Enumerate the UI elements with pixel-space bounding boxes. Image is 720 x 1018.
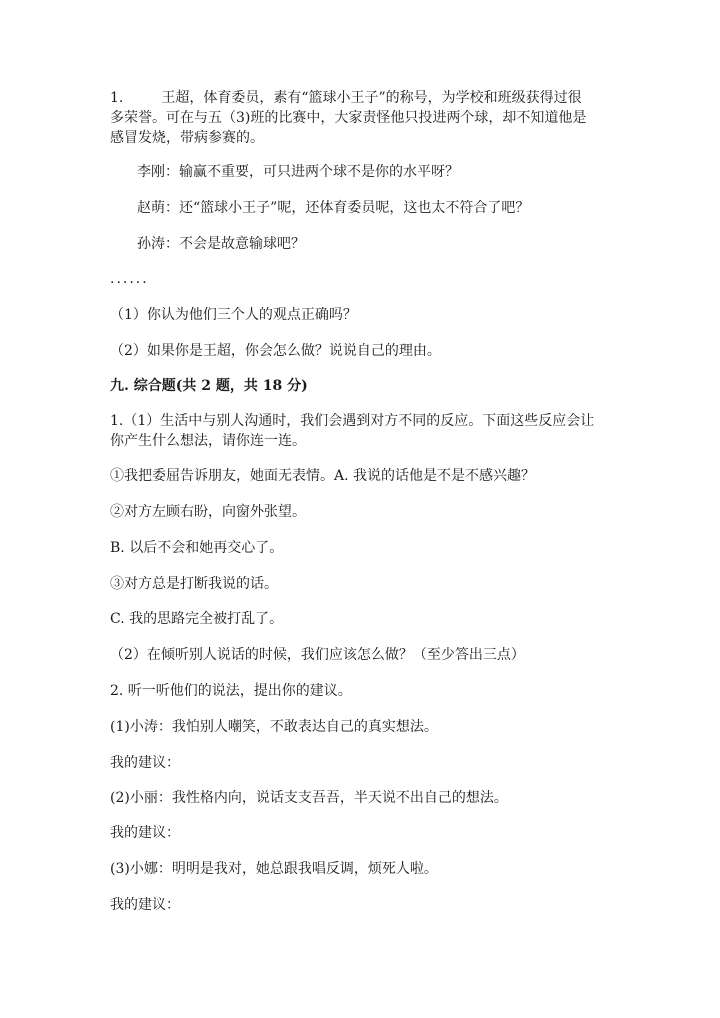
question-1-line-2: 多荣誉。可在与五（3)班的比赛中，大家责怪他只投进两个球，却不知道他是 [110,110,587,126]
match-item-1: ①我把委屈告诉朋友，她面无表情。A. 我说的话他是不是不感兴趣？ [110,468,536,484]
prompt-xiao-li: (2)小丽：我性格内向，说话支支吾吾，半天说不出自己的想法。 [110,790,508,806]
s9-question-1-line-2: 你产生什么想法，请你连一连。 [110,433,306,449]
answer-label-1: 我的建议： [110,755,180,771]
answer-label-3: 我的建议： [110,897,180,913]
match-item-3: ③对方总是打断我说的话。 [110,576,278,592]
question-1-text: 王超，体育委员，素有“篮球小王子”的称号，为学校和班级获得过很 [161,90,582,106]
question-1-number: 1. [110,90,124,106]
question-1-sub-2: （2）如果你是王超，你会怎么做？说说自己的理由。 [110,343,441,359]
dialogue-li-gang: 李刚：输赢不重要，可只进两个球不是你的水平呀？ [137,164,459,180]
match-item-c: C. 我的思路完全被打乱了。 [110,611,284,627]
answer-label-2: 我的建议： [110,825,180,841]
dialogue-zhao-meng: 赵萌：还“篮球小王子”呢，还体育委员呢，这也太不符合了吧？ [137,200,530,216]
prompt-xiao-tao: (1)小涛：我怕别人嘲笑，不敢表达自己的真实想法。 [110,719,438,735]
question-1-sub-1: （1）你认为他们三个人的观点正确吗？ [110,307,357,323]
dialogue-sun-tao: 孙涛：不会是故意输球吧？ [137,236,305,252]
match-item-2: ②对方左顾右盼，向窗外张望。 [110,504,306,520]
s9-question-1-sub-2: （2）在倾听别人说话的时候，我们应该怎么做？（至少答出三点） [110,647,525,663]
question-1-line-1 [110,87,582,109]
prompt-xiao-na: (3)小娜：明明是我对，她总跟我唱反调，烦死人啦。 [110,861,438,877]
question-1-line-3: 感冒发烧，带病参赛的。 [110,130,264,146]
s9-question-2-heading: 2. 听一听他们的说法，提出你的建议。 [110,683,352,699]
match-item-b: B. 以后不会和她再交心了。 [110,540,284,556]
ellipsis: ...... [110,271,149,287]
s9-question-1-line-1: 1.（1）生活中与别人沟通时，我们会遇到对方不同的反应。下面这些反应会让 [110,413,595,429]
section-9-heading: 九. 综合题(共 2 题，共 18 分) [110,378,308,394]
